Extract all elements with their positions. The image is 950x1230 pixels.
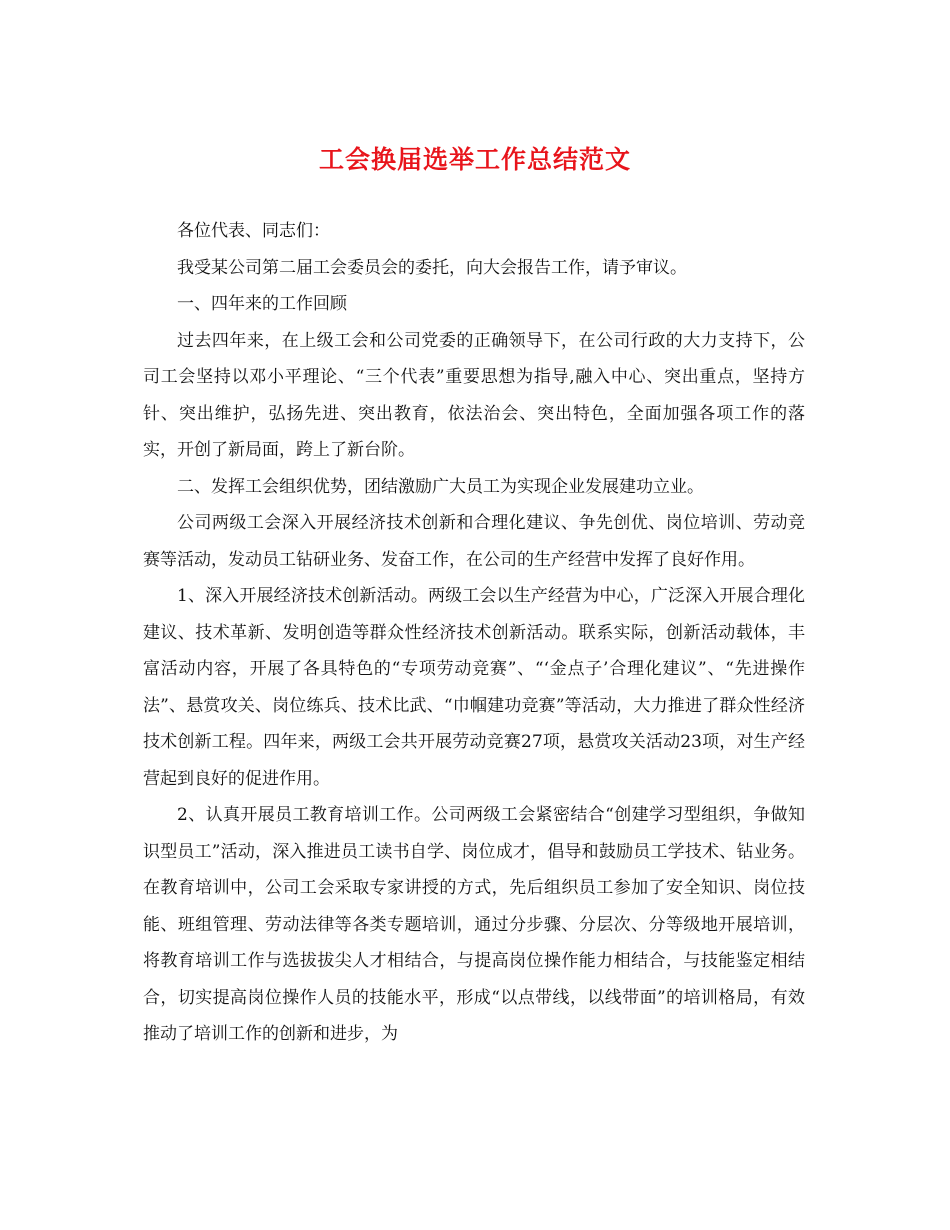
section-heading-review: 一、四年来的工作回顾 <box>177 294 347 314</box>
document-title: 工会换届选举工作总结范文 <box>318 145 631 174</box>
opening-paragraph: 我受某公司第二届工会委员会的委托，向大会报告工作，请予审议。 <box>177 257 687 278</box>
document-body <box>143 213 805 1053</box>
section-heading-advantages: 二、发挥工会组织优势，团结激励广大员工为实现企业发展建功立业。 <box>177 476 704 497</box>
salutation: 各位代表、同志们： <box>177 221 330 241</box>
training-paragraph: 2、认真开展员工教育培训工作。公司两级工会紧密结合“创建学习型组织，争做知识型员工”活动，深入推进员工读书自学、岗位成才，倡导和鼓励员工学技术、钻业务。在教育培训中，公司工会采取专家讲授的方式，先后组织员工参加了安全知识、岗位技能、班组管理、劳动法律等各类专题培训，通过分步骤、分层次、分等级地开展培训，将教育培训工作与选拔拔尖人才相结合，与提高岗位操作能力相结合，与技能鉴定相结合，切实提高岗位操作人员的技能水平，形成“以点带线，以线带面”的培训格局，有效推动了培训工作的创新和进步，为 <box>143 805 805 1044</box>
advantages-paragraph: 公司两级工会深入开展经济技术创新和合理化建议、争先创优、岗位培训、劳动竞赛等活动，发动员工钻研业务、发奋工作，在公司的生产经营中发挥了良好作用。 <box>143 513 805 570</box>
innovation-paragraph: 1、深入开展经济技术创新活动。两级工会以生产经营为中心，广泛深入开展合理化建议、技术革新、发明创造等群众性经济技术创新活动。联系实际，创新活动载体，丰富活动内容，开展了各具特色的“专项劳动竞赛”、“‘金点子’合理化建议”、“先进操作法”、悬赏攻关、岗位练兵、技术比武、“巾帼建功竞赛”等活动，大力推进了群众性经济技术创新工程。四年来，两级工会共开展劳动竞赛27项，悬赏攻关活动23项，对生产经营起到良好的促进作用。 <box>143 586 805 789</box>
review-paragraph: 过去四年来，在上级工会和公司党委的正确领导下，在公司行政的大力支持下，公司工会坚持以邓小平理论、“三个代表”重要思想为指导,融入中心、突出重点，坚持方针、突出维护，弘扬先进、突出教育，依法治会、突出特色，全面加强各项工作的落实，开创了新局面，跨上了新台阶。 <box>143 330 805 460</box>
